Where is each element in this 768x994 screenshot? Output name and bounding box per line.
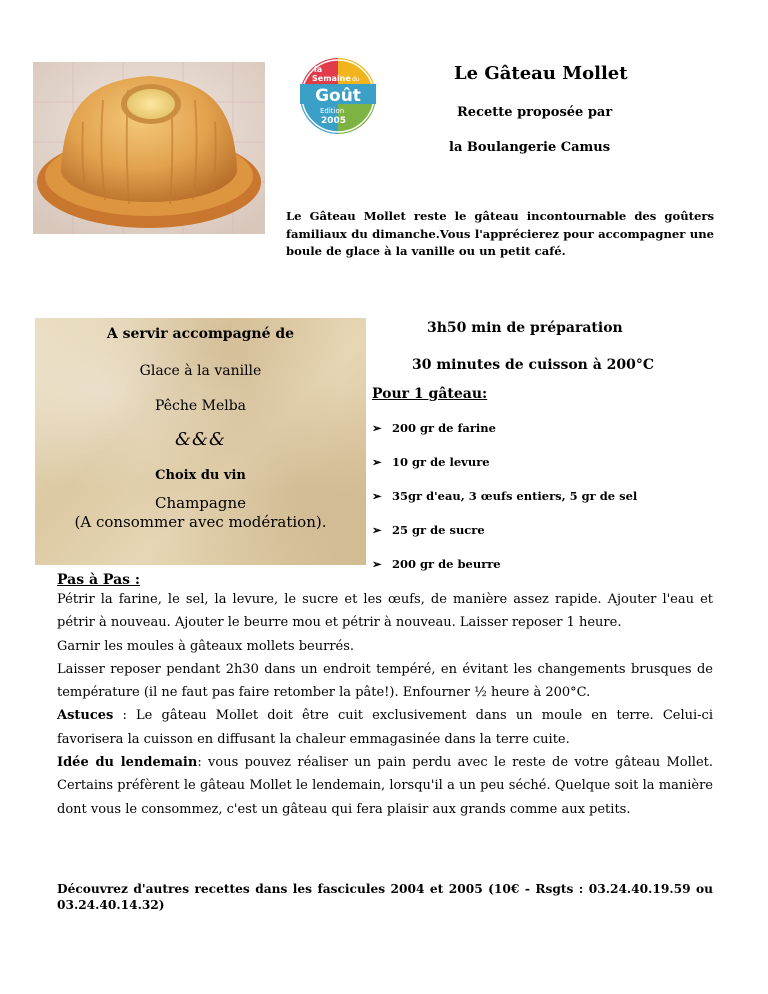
ingredient-item — [372, 421, 496, 435]
ingredient-item — [372, 523, 485, 537]
tips-text: : Le gâteau Mollet doit être cuit exclusivement dans un moule en terre. Celui-ci favorisera la cuisson en diffusant la chaleur emmagasinée dans la terre cuite. — [57, 708, 713, 747]
next-day-label: Idée du lendemain — [57, 755, 198, 771]
ingredient-text: 200 gr de farine — [392, 421, 496, 435]
next-day-paragraph — [57, 751, 713, 821]
prep-time: 3h50 min de préparation — [427, 320, 623, 336]
logo-text-du: du — [352, 76, 360, 83]
ingredient-text: 35gr d'eau, 3 œufs entiers, 5 gr de sel — [392, 489, 638, 503]
step-paragraph: Garnir les moules à gâteaux mollets beurrés. — [57, 638, 355, 654]
steps-body — [57, 588, 713, 821]
logo-text-la: la — [314, 65, 323, 74]
arrow-bullet-icon: ➢ — [372, 557, 382, 571]
ingredient-text: 200 gr de beurre — [392, 557, 501, 571]
semaine-du-gout-logo — [298, 56, 378, 136]
ingredient-item — [372, 489, 637, 503]
arrow-bullet-icon: ➢ — [372, 455, 382, 469]
intro-paragraph: Le Gâteau Mollet reste le gâteau incontournable des goûters familiaux du dimanche.Vous l'apprécierez pour accompagner une boule de glace à la vanille ou un petit café. — [286, 209, 714, 258]
ingredient-item — [372, 557, 501, 571]
serving-suggestions-box — [35, 318, 366, 565]
serving-item-peach-melba: Pêche Melba — [154, 398, 247, 414]
cake-photo — [33, 62, 265, 234]
wine-name: Champagne — [155, 494, 246, 512]
logo-text-edition: Edition — [320, 107, 345, 115]
wine-choice-title: Choix du vin — [155, 468, 246, 483]
tips-label: Astuces — [57, 708, 114, 724]
cook-time: 30 minutes de cuisson à 200°C — [412, 357, 655, 373]
logo-text-year: 2005 — [321, 116, 347, 126]
footer-note: Découvrez d'autres recettes dans les fascicules 2004 et 2005 (10€ - Rsgts : 03.24.40.19.59 ou 03.24.40.14.32) — [57, 882, 713, 912]
logo-text-gout: Goût — [315, 86, 361, 106]
wine-note: (A consommer avec modération). — [74, 513, 327, 531]
arrow-bullet-icon: ➢ — [372, 489, 382, 503]
recipe-subtitle-line2: la Boulangerie Camus — [449, 140, 611, 155]
next-day-text: : vous pouvez réaliser un pain perdu avec le reste de votre gâteau Mollet. Certains préfèrent le gâteau Mollet le lendemain, lorsqu'il a un peu séché. Quelque soit la manière dont vous le consommez, c'est un gâteau qui fera plaisir aux grands comme aux petits. — [57, 755, 713, 817]
steps-title: Pas à Pas : — [57, 572, 141, 588]
ingredient-text: 10 gr de levure — [392, 455, 490, 469]
arrow-bullet-icon: ➢ — [372, 421, 382, 435]
ingredient-item — [372, 455, 490, 469]
arrow-bullet-icon: ➢ — [372, 523, 382, 537]
ornament-divider: &&& — [174, 429, 227, 450]
logo-text-semaine: Semaine — [312, 74, 351, 83]
tips-paragraph — [57, 704, 713, 751]
serving-item-ice-cream: Glace à la vanille — [139, 363, 262, 379]
recipe-title: Le Gâteau Mollet — [454, 63, 628, 84]
step-paragraph: Laisser reposer pendant 2h30 dans un endroit tempéré, en évitant les changements brusques de température (il ne faut pas faire retomber la pâte!). Enfourner ½ heure à 200°C. — [57, 661, 713, 701]
servings-label: Pour 1 gâteau: — [372, 386, 488, 402]
recipe-subtitle-line1: Recette proposée par — [457, 105, 613, 120]
serving-title: A servir accompagné de — [106, 326, 295, 342]
ingredient-text: 25 gr de sucre — [392, 523, 485, 537]
step-paragraph: Pétrir la farine, le sel, la levure, le sucre et les œufs, de manière assez rapide. Ajouter l'eau et pétrir à nouveau. Ajouter le beurre mou et pétrir à nouveau. Laisser reposer 1 heure. — [57, 592, 713, 631]
